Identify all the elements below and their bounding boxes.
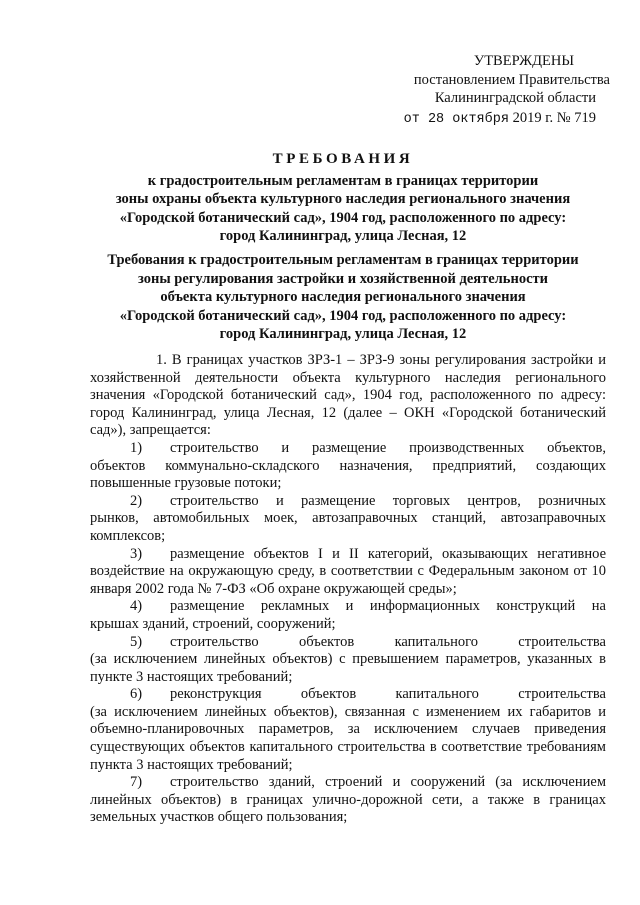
section-title [78,251,608,344]
list-item-number: 6) [130,686,143,703]
section-title-line: город Калининград, улица Лесная, 12 [219,326,467,342]
approval-region: Калининградской области [434,90,596,106]
list-item-text: строительство зданий, строений и сооружений (за исключением [170,774,606,791]
list-item-text: (за исключением линейных объектов), связанная с изменением их габаритов и объемно-планировочных параметров, за исключением случаев приведения существующих объектов капитального строительства в соответствие требованиям пункта 3 настоящих требований; [90,703,606,773]
title-line: к градостроительным регламентам в границах территории [147,172,539,189]
list-item-number: 5) [130,633,143,650]
list-item [90,598,606,633]
list-item-text: строительство и размещение торговых центров, розничных [170,492,606,509]
approval-date-line [370,109,610,130]
title-line: зоны охраны объекта культурного наследия регионального значения [115,191,571,207]
paragraph-1: 1. В границах участков ЗРЗ-1 – ЗРЗ-9 зоны регулирования застройки и хозяйственной деятельности объекта культурного наследия регионального значения «Городской ботанический сад», 1904 год, расположенного по адресу: город Калининград, улица Лесная, 12 (далее – ОКН «Городской ботанический сад»), запрещается: [90,352,606,439]
approval-heading: УТВЕРЖДЕНЫ [473,53,574,69]
list-item [90,493,606,546]
list-item [90,686,606,774]
list-item [90,440,606,493]
document-title [78,150,608,246]
approval-number: № 719 [556,109,596,126]
section-title-line: Требования к градостроительным регламентам в границах территории [107,252,579,268]
list-item-text: строительство и размещение производственных объектов, [170,439,606,456]
list-item-text: воздействие на окружающую среду, в соответствии с Федеральным законом от 10 января 2002 года № 7-ФЗ «Об охране окружающей среды»; [90,563,606,597]
list-item-number: 2) [130,492,143,509]
list-item-text: крышах зданий, строений, сооружений; [90,615,336,632]
list-item-text: объектов коммунально-складского назначения, предприятий, создающих повышенные грузовые потоки; [90,457,606,492]
title-heading: ТРЕБОВАНИЯ [272,151,414,167]
list-item-text: размещение объектов I и II категорий, оказывающих негативное [170,545,606,562]
approval-authority: постановлением Правительства [413,71,610,88]
list-item-number: 3) [130,545,143,562]
section-title-line: «Городской ботанический сад», 1904 год, расположенного по адресу: [119,307,567,324]
list-item-number: 7) [130,774,143,791]
list-item [90,546,606,599]
list-item [90,634,606,687]
approval-date: от 28 октября [403,111,509,127]
section-title-line: объекта культурного наследия регионального значения [160,289,526,305]
list-item-text: линейных объектов) в границах улично-дорожной сети, а также в границах земельных участков общего пользования; [90,791,606,826]
list-item-number: 1) [130,439,143,456]
list-item-text: рынков, автомобильных моек, автозаправочных станций, автозаправочных комплексов; [90,510,606,544]
list-item-text: строительство объектов капитального строительства [170,633,606,650]
section-title-line: зоны регулирования застройки и хозяйственной деятельности [138,270,548,287]
title-line: «Городской ботанический сад», 1904 год, расположенного по адресу: [119,209,567,226]
approval-year: 2019 г. [512,109,554,126]
document-body [90,352,606,827]
list-item-text: реконструкция объектов капитального строительства [170,686,606,703]
list-item [90,774,606,827]
list-item-number: 4) [130,598,143,615]
title-line: город Калининград, улица Лесная, 12 [219,228,467,244]
list-item-text: (за исключением линейных объектов) с превышением параметров, указанных в пункте 3 настоящих требований; [90,651,606,685]
list-item-text: размещение рекламных и информационных конструкций на [170,598,606,615]
approval-block [370,52,610,129]
